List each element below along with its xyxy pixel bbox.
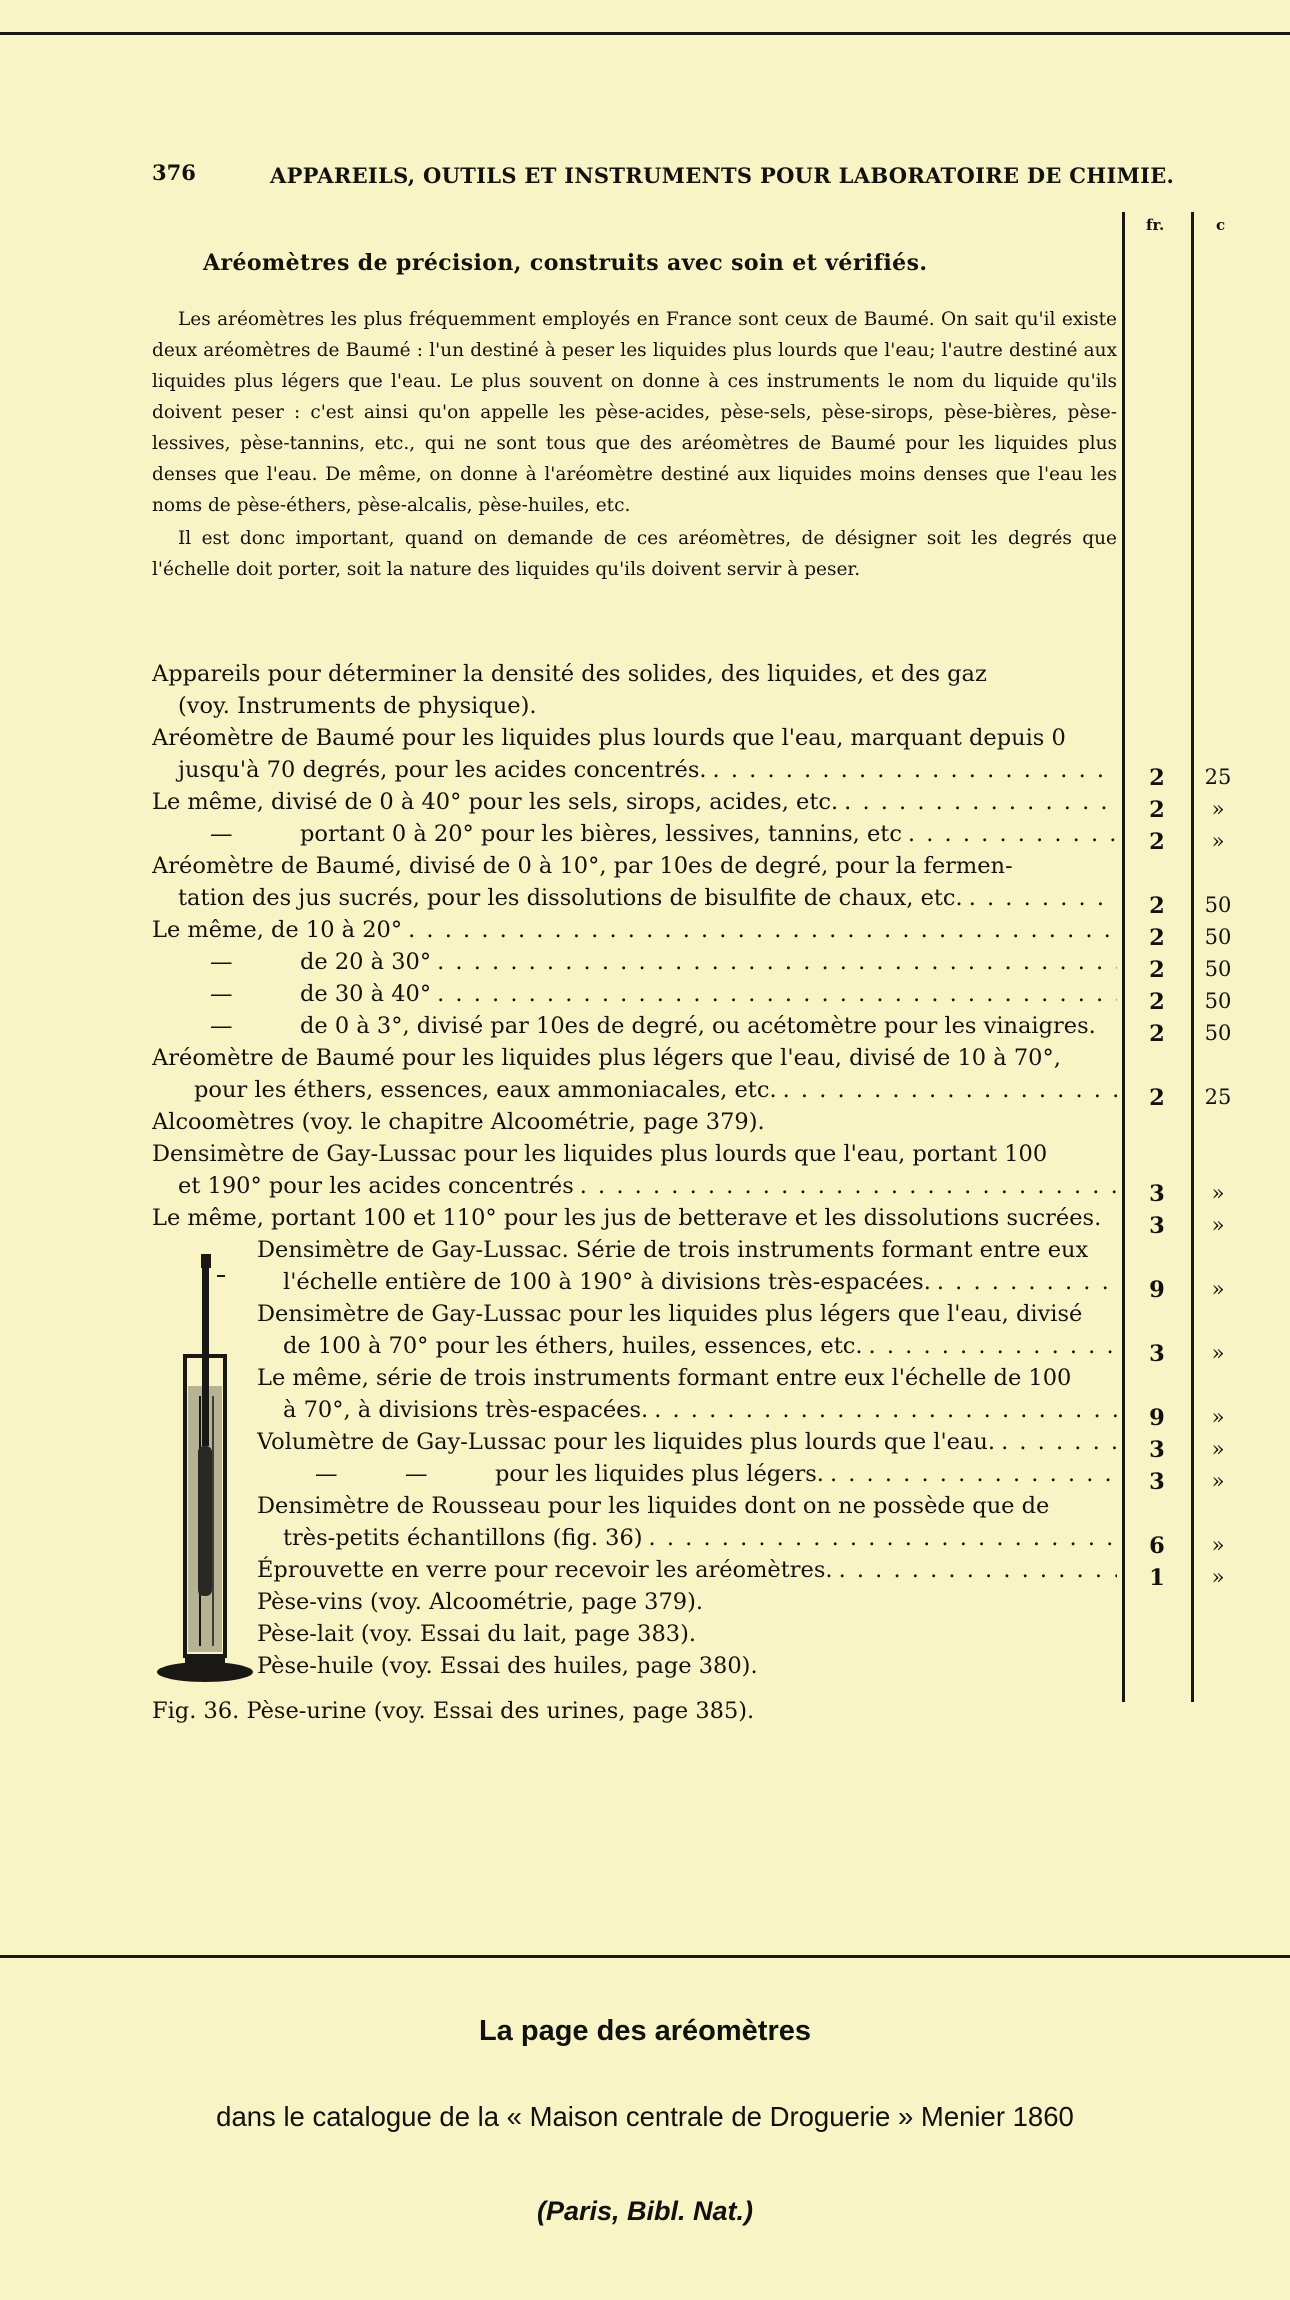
price-centimes: » — [1211, 797, 1225, 821]
figure-entry-text: Pèse-urine (voy. Essai des urines, page 385). — [246, 1698, 755, 1724]
price-francs: 2 — [1149, 989, 1165, 1015]
running-title: APPAREILS, OUTILS ET INSTRUMENTS POUR LABORATOIRE DE CHIMIE. — [270, 163, 1175, 188]
catalogue-entry: Densimètre de Gay-Lussac pour les liquides plus légers que l'eau, divisé de 100 à 70° pour les éthers, huiles, essences, etc. . . . — [257, 1298, 1117, 1362]
price-francs: 2 — [1149, 829, 1165, 855]
price-francs: 3 — [1149, 1469, 1165, 1495]
catalogue-entry: Le même, de 10 à 20° . . . — [152, 914, 1117, 946]
caption-subtitle: dans le catalogue de la « Maison centrale de Droguerie » Menier 1860 — [216, 2101, 1074, 2132]
hydrometer-illustration — [155, 1246, 265, 1686]
price-centimes: 25 — [1204, 765, 1232, 789]
price-centimes: » — [1211, 1181, 1225, 1205]
intro-text — [152, 304, 1117, 585]
catalogue-entry: Pèse-huile (voy. Essai des huiles, page 380). — [257, 1653, 758, 1679]
catalogue-entries — [152, 658, 1117, 1682]
column-header-centimes: c — [1216, 216, 1226, 234]
price-centimes: » — [1211, 1341, 1225, 1365]
price-francs: 9 — [1149, 1277, 1165, 1303]
caption-source: (Paris, Bibl. Nat.) — [536, 2196, 754, 2226]
catalogue-entry: — — pour les liquides plus légers. . . . — [257, 1458, 1117, 1490]
catalogue-entry: — de 20 à 30° . . . — [152, 946, 1117, 978]
catalogue-entry: Le même, divisé de 0 à 40° pour les sels, sirops, acides, etc. . . . — [152, 786, 1117, 818]
catalogue-entry: — de 0 à 3°, divisé par 10es de degré, ou acétomètre pour les vinaigres. — [210, 1013, 1096, 1039]
catalogue-entry: Densimètre de Rousseau pour les liquides dont on ne possède que de très-petits échantillons (fig. 36) . . . — [257, 1490, 1117, 1554]
price-francs: 2 — [1149, 1021, 1165, 1047]
catalogue-entry: Densimètre de Gay-Lussac pour les liquides plus lourds que l'eau, portant 100 et 190° pour les acides concentrés . . . — [152, 1138, 1117, 1202]
figure-caption-entry — [152, 1698, 754, 1724]
price-francs: 3 — [1149, 1437, 1165, 1463]
price-francs: 2 — [1149, 957, 1165, 983]
price-francs: 1 — [1149, 1565, 1165, 1591]
price-centimes: 25 — [1204, 1085, 1232, 1109]
price-centimes: 50 — [1204, 893, 1232, 917]
intro-paragraph: Il est donc important, quand on demande de ces aréomètres, de désigner soit les degrés que l'échelle doit porter, soit la nature des liquides qu'ils doivent servir à peser. — [152, 528, 1117, 580]
catalogue-entry: Éprouvette en verre pour recevoir les aréomètres. . . . — [257, 1554, 1117, 1586]
catalogue-entry: Pèse-lait (voy. Essai du lait, page 383). — [257, 1621, 697, 1647]
price-centimes: » — [1211, 1213, 1225, 1237]
price-centimes: » — [1211, 1437, 1225, 1461]
price-francs: 3 — [1149, 1181, 1165, 1207]
price-centimes: » — [1211, 1469, 1225, 1493]
price-centimes: » — [1211, 1405, 1225, 1429]
price-centimes: » — [1211, 1565, 1225, 1589]
section-title: Aréomètres de précision, construits avec soin et vérifiés. — [203, 250, 928, 276]
column-header-francs: fr. — [1146, 216, 1165, 234]
catalogue-entry: Pèse-vins (voy. Alcoométrie, page 379). — [257, 1589, 704, 1615]
bottom-rule — [0, 1955, 1290, 1958]
figure-entries — [257, 1234, 1117, 1682]
page-number: 376 — [152, 160, 196, 185]
catalogue-entry: Aréomètre de Baumé pour les liquides plus lourds que l'eau, marquant depuis 0 jusqu'à 70 degrés, pour les acides concentrés. . . . — [152, 722, 1117, 786]
price-francs: 3 — [1149, 1341, 1165, 1367]
price-francs: 2 — [1149, 1085, 1165, 1111]
catalogue-entry: Alcoomètres (voy. le chapitre Alcoométrie, page 379). — [152, 1109, 765, 1135]
price-column-rule-left — [1122, 212, 1125, 1702]
hydrometer-stem — [202, 1266, 209, 1446]
price-francs: 6 — [1149, 1533, 1165, 1559]
top-rule — [0, 32, 1290, 35]
catalogue-entry: Appareils pour déterminer la densité des solides, des liquides, et des gaz (voy. Instruments de physique). — [152, 661, 987, 719]
price-francs: 2 — [1149, 797, 1165, 823]
price-centimes: » — [1211, 1533, 1225, 1557]
price-centimes: 50 — [1204, 1021, 1232, 1045]
catalogue-entry: Volumètre de Gay-Lussac pour les liquides plus lourds que l'eau. . . . — [257, 1426, 1117, 1458]
price-centimes: » — [1211, 829, 1225, 853]
catalogue-entry: Le même, série de trois instruments formant entre eux l'échelle de 100 à 70°, à divisions très-espacées. . . . — [257, 1362, 1117, 1426]
caption-title: La page des aréomètres — [478, 2015, 812, 2047]
price-francs: 3 — [1149, 1213, 1165, 1239]
price-column-rule-right — [1191, 212, 1194, 1702]
price-francs: 2 — [1149, 765, 1165, 791]
catalogue-entry: Densimètre de Gay-Lussac. Série de trois instruments formant entre eux l'échelle entière de 100 à 190° à divisions très-espacées. . . . — [257, 1234, 1117, 1298]
price-francs: 9 — [1149, 1405, 1165, 1431]
catalogue-entry: Aréomètre de Baumé, divisé de 0 à 10°, par 10es de degré, pour la fermen- tation des jus sucrés, pour les dissolutions de bisulfite de chaux, etc. . . . — [152, 850, 1117, 914]
price-centimes: 50 — [1204, 925, 1232, 949]
price-francs: 2 — [1149, 893, 1165, 919]
price-francs: 2 — [1149, 925, 1165, 951]
price-centimes: 50 — [1204, 989, 1232, 1013]
catalogue-entry: — de 30 à 40° . . . — [152, 978, 1117, 1010]
intro-paragraph: Les aréomètres les plus fréquemment employés en France sont ceux de Baumé. On sait qu'il existe deux aréomètres de Baumé : l'un destiné à peser les liquides plus lourds que l'eau; l'autre destiné aux liquides plus légers que l'eau. Le plus souvent on donne à ces instruments le nom du liquide qu'ils doivent peser : c'est ainsi qu'on appelle les pèse-acides, pèse-sels, pèse-sirops, pèse-bières, pèse-lessives, pèse-tannins, etc., qui ne sont tous que des aréomètres de Baumé pour les liquides plus denses que l'eau. De même, on donne à l'aréomètre destiné aux liquides moins denses que l'eau les noms de pèse-éthers, pèse-alcalis, pèse-huiles, etc. — [152, 309, 1117, 516]
price-centimes: 50 — [1204, 957, 1232, 981]
figure-label: Fig. 36. — [152, 1698, 240, 1724]
catalogue-entry: Le même, portant 100 et 110° pour les jus de betterave et les dissolutions sucrées. — [152, 1205, 1102, 1231]
price-centimes: » — [1211, 1277, 1225, 1301]
catalogue-entry: Aréomètre de Baumé pour les liquides plus légers que l'eau, divisé de 10 à 70°, pour les éthers, essences, eaux ammoniacales, etc. . . . — [152, 1042, 1117, 1106]
catalogue-entry: — portant 0 à 20° pour les bières, lessives, tannins, etc . . . — [152, 818, 1117, 850]
hydrometer-bulb — [198, 1446, 212, 1596]
